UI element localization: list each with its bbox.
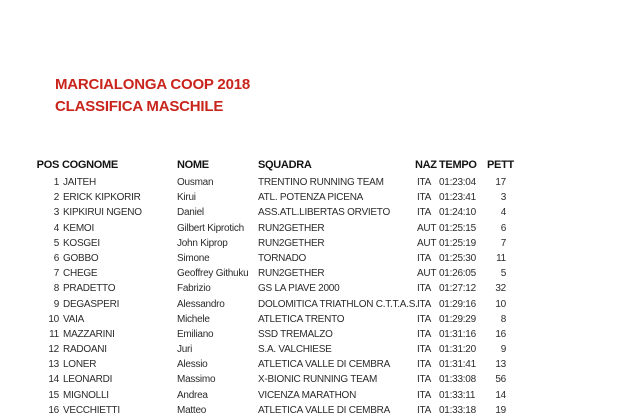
cell-nome: Matteo bbox=[177, 404, 207, 416]
title-line-2: CLASSIFICA MASCHILE bbox=[55, 97, 224, 115]
table-row bbox=[0, 282, 640, 297]
cell-cognome: PRADETTO bbox=[63, 283, 116, 295]
cell-squadra: X-BIONIC RUNNING TEAM bbox=[258, 374, 378, 386]
cell-pett: 14 bbox=[495, 389, 506, 401]
cell-pos: 12 bbox=[48, 344, 59, 356]
cell-naz: ITA bbox=[417, 252, 432, 264]
document-title bbox=[55, 74, 250, 117]
cell-tempo: 01:25:19 bbox=[439, 237, 476, 249]
cell-squadra: ASS.ATL.LIBERTAS ORVIETO bbox=[258, 207, 391, 219]
cell-cognome: JAITEH bbox=[63, 177, 96, 188]
cell-cognome: ERICK KIPKORIR bbox=[63, 192, 141, 204]
table-row bbox=[0, 404, 640, 419]
cell-cognome: MAZZARINI bbox=[63, 328, 115, 340]
table-row bbox=[0, 373, 640, 388]
table-row bbox=[0, 176, 640, 191]
table-row bbox=[0, 389, 640, 404]
cell-nome: Andrea bbox=[177, 389, 208, 401]
cell-nome: Ousman bbox=[177, 177, 214, 188]
cell-pett: 56 bbox=[495, 374, 506, 386]
cell-cognome: LONER bbox=[63, 359, 97, 371]
cell-pos: 4 bbox=[53, 222, 59, 234]
cell-pett: 5 bbox=[500, 268, 506, 280]
cell-tempo: 01:31:41 bbox=[439, 359, 476, 371]
cell-pett: 4 bbox=[500, 207, 506, 219]
cell-pos: 8 bbox=[53, 283, 59, 295]
cell-pett: 9 bbox=[500, 344, 506, 356]
cell-pos: 16 bbox=[48, 404, 59, 416]
cell-pett: 8 bbox=[500, 313, 506, 325]
cell-tempo: 01:25:15 bbox=[439, 222, 476, 234]
cell-cognome: CHEGE bbox=[63, 268, 98, 280]
header-cognome: COGNOME bbox=[62, 159, 118, 171]
cell-naz: ITA bbox=[417, 207, 432, 219]
cell-squadra: ATL. POTENZA PICENA bbox=[258, 192, 364, 204]
cell-pos: 11 bbox=[49, 328, 59, 340]
cell-cognome: DEGASPERI bbox=[63, 298, 120, 310]
cell-naz: ITA bbox=[417, 192, 432, 204]
cell-naz: AUT bbox=[417, 268, 437, 280]
cell-pett: 11 bbox=[496, 252, 506, 264]
header-naz: NAZ bbox=[415, 159, 437, 171]
table-row bbox=[0, 313, 640, 328]
cell-squadra: SSD TREMALZO bbox=[258, 328, 333, 340]
cell-pos: 6 bbox=[53, 252, 59, 264]
cell-nome: Massimo bbox=[177, 374, 216, 386]
cell-cognome: KEMOI bbox=[63, 222, 94, 234]
cell-squadra: GS LA PIAVE 2000 bbox=[258, 283, 340, 295]
cell-nome: Daniel bbox=[177, 207, 204, 219]
table-row bbox=[0, 328, 640, 343]
cell-nome: Kirui bbox=[177, 192, 196, 204]
table-row bbox=[0, 206, 640, 221]
cell-naz: ITA bbox=[417, 177, 432, 188]
table-header-row bbox=[0, 159, 640, 174]
cell-squadra: DOLOMITICA TRIATHLON C.T.T.A.S. bbox=[258, 298, 418, 310]
cell-cognome: RADOANI bbox=[63, 344, 107, 356]
cell-squadra: VICENZA MARATHON bbox=[258, 389, 357, 401]
cell-squadra: ATLETICA VALLE DI CEMBRA bbox=[258, 404, 391, 416]
cell-cognome: MIGNOLLI bbox=[63, 389, 109, 401]
cell-nome: Juri bbox=[177, 344, 193, 356]
cell-squadra: ATLETICA TRENTO bbox=[258, 313, 345, 325]
cell-nome: Alessio bbox=[177, 359, 208, 371]
cell-naz: ITA bbox=[417, 328, 432, 340]
cell-squadra: TORNADO bbox=[258, 252, 307, 264]
cell-pett: 3 bbox=[500, 192, 506, 204]
cell-tempo: 01:23:04 bbox=[439, 177, 476, 188]
header-nome: NOME bbox=[177, 159, 209, 171]
cell-nome: Geoffrey Githuku bbox=[177, 268, 249, 280]
cell-naz: ITA bbox=[417, 298, 432, 310]
cell-pett: 10 bbox=[495, 298, 506, 310]
cell-pett: 13 bbox=[495, 359, 506, 371]
cell-tempo: 01:33:18 bbox=[439, 404, 476, 416]
cell-cognome: VAIA bbox=[63, 313, 85, 325]
cell-squadra: RUN2GETHER bbox=[258, 237, 325, 249]
cell-naz: AUT bbox=[417, 237, 437, 249]
cell-pett: 16 bbox=[495, 328, 506, 340]
table-row bbox=[0, 267, 640, 282]
cell-nome: Simone bbox=[177, 252, 210, 264]
table-row bbox=[0, 343, 640, 358]
cell-nome: Michele bbox=[177, 313, 210, 325]
cell-naz: ITA bbox=[417, 374, 432, 386]
cell-tempo: 01:24:10 bbox=[439, 207, 476, 219]
cell-tempo: 01:29:29 bbox=[439, 313, 476, 325]
cell-tempo: 01:33:11 bbox=[439, 389, 476, 401]
cell-pos: 9 bbox=[53, 298, 59, 310]
cell-cognome: KOSGEI bbox=[63, 237, 100, 249]
cell-tempo: 01:23:41 bbox=[439, 192, 476, 204]
cell-pos: 10 bbox=[48, 313, 59, 325]
cell-pos: 13 bbox=[48, 359, 59, 371]
cell-pos: 1 bbox=[53, 177, 59, 188]
header-pos: POS bbox=[36, 159, 59, 171]
cell-pos: 5 bbox=[53, 237, 59, 249]
cell-pos: 2 bbox=[53, 192, 59, 204]
cell-squadra: TRENTINO RUNNING TEAM bbox=[258, 177, 384, 188]
table-row bbox=[0, 222, 640, 237]
table-row bbox=[0, 298, 640, 313]
cell-squadra: ATLETICA VALLE DI CEMBRA bbox=[258, 359, 391, 371]
table-body bbox=[0, 176, 640, 419]
cell-nome: Gilbert Kiprotich bbox=[177, 222, 244, 234]
cell-cognome: VECCHIETTI bbox=[63, 404, 120, 416]
cell-tempo: 01:25:30 bbox=[439, 252, 476, 264]
cell-naz: ITA bbox=[417, 389, 432, 401]
cell-pos: 14 bbox=[48, 374, 59, 386]
cell-pett: 6 bbox=[500, 222, 506, 234]
cell-tempo: 01:33:08 bbox=[439, 374, 476, 386]
cell-squadra: RUN2GETHER bbox=[258, 268, 325, 280]
cell-tempo: 01:31:16 bbox=[439, 328, 476, 340]
cell-naz: ITA bbox=[417, 283, 432, 295]
table-row bbox=[0, 252, 640, 267]
cell-cognome: GOBBO bbox=[63, 252, 99, 264]
cell-naz: ITA bbox=[417, 344, 432, 356]
cell-pos: 15 bbox=[48, 389, 59, 401]
cell-tempo: 01:27:12 bbox=[439, 283, 476, 295]
header-squadra: SQUADRA bbox=[258, 159, 312, 171]
header-tempo: TEMPO bbox=[439, 159, 477, 171]
cell-pett: 17 bbox=[495, 177, 506, 188]
cell-naz: ITA bbox=[417, 313, 432, 325]
cell-cognome: KIPKIRUI NGENO bbox=[63, 207, 142, 219]
title-line-1: MARCIALONGA COOP 2018 bbox=[55, 76, 251, 93]
cell-naz: ITA bbox=[417, 404, 432, 416]
cell-cognome: LEONARDI bbox=[63, 374, 113, 386]
cell-nome: Emiliano bbox=[177, 328, 214, 340]
header-pett: PETT bbox=[487, 159, 514, 171]
cell-nome: Fabrizio bbox=[177, 283, 211, 295]
table-row bbox=[0, 191, 640, 206]
cell-tempo: 01:26:05 bbox=[439, 268, 476, 280]
cell-naz: ITA bbox=[417, 359, 432, 371]
cell-naz: AUT bbox=[417, 222, 437, 234]
cell-squadra: S.A. VALCHIESE bbox=[258, 344, 332, 356]
cell-pos: 3 bbox=[53, 207, 59, 219]
table-row bbox=[0, 358, 640, 373]
cell-squadra: RUN2GETHER bbox=[258, 222, 325, 234]
cell-nome: Alessandro bbox=[177, 298, 225, 310]
cell-pett: 32 bbox=[495, 283, 506, 295]
table-row bbox=[0, 237, 640, 252]
cell-pett: 19 bbox=[495, 404, 506, 416]
cell-nome: John Kiprop bbox=[177, 237, 228, 249]
cell-tempo: 01:29:16 bbox=[439, 298, 476, 310]
cell-pos: 7 bbox=[53, 268, 59, 280]
cell-pett: 7 bbox=[500, 237, 506, 249]
cell-tempo: 01:31:20 bbox=[439, 344, 476, 356]
